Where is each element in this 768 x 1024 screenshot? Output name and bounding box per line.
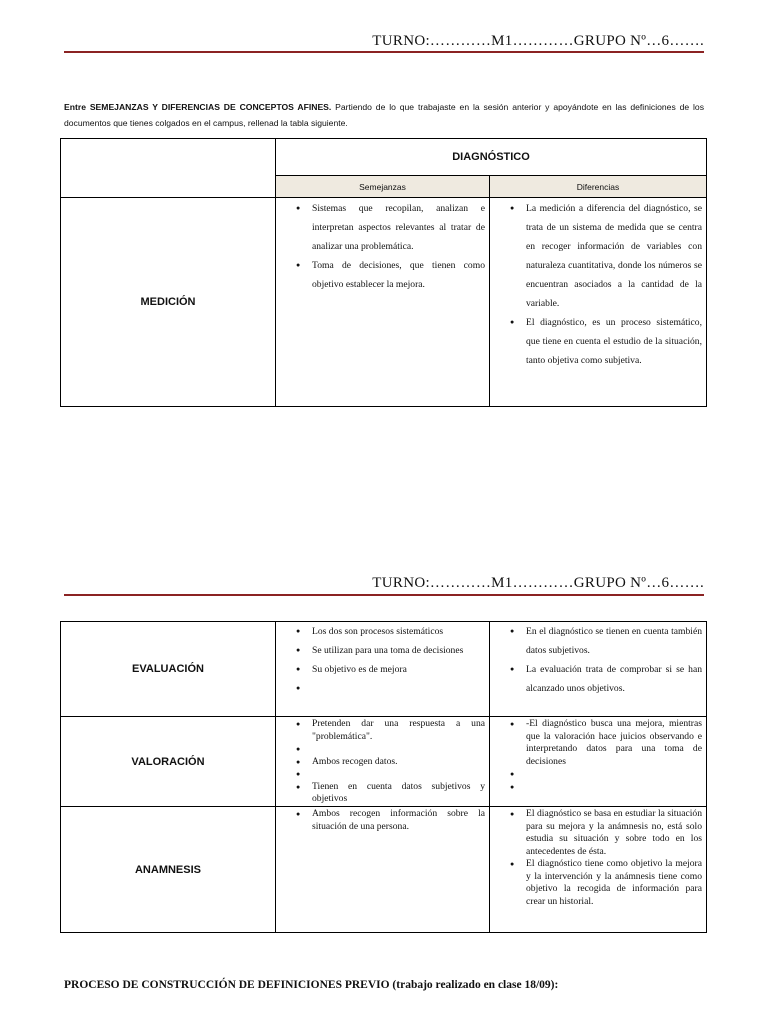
list-item: ● Ambos recogen datos.: [312, 756, 485, 769]
row-label-valoracion: VALORACIÓN: [61, 717, 276, 807]
list-item: ● Sistemas que recopilan, analizan e interpretan aspectos relevantes al tratar de analizar una problemática.: [312, 199, 485, 256]
diferencias-cell: [490, 198, 707, 407]
instructions-paragraph: [64, 99, 704, 131]
list-item: ● El diagnóstico, es un proceso sistemático, que tiene en cuenta el estudio de la situación, tanto objetiva como subjetiva.: [526, 313, 702, 370]
list-item-empty: [312, 679, 485, 698]
column-header-diferencias: Diferencias: [490, 176, 707, 198]
list-item: ● Su objetivo es de mejora: [312, 660, 485, 679]
semejanzas-cell: [276, 717, 490, 807]
list-item: ● La medición a diferencia del diagnóstico, se trata de un sistema de medida que se centra en recoger información de variables con naturaleza cuantitativa, donde los números se encuentran asociados a la cantidad de la variable.: [526, 199, 702, 313]
list-item: ● Ambos recogen información sobre la situación de una persona.: [312, 808, 485, 833]
list-item: ● Pretenden dar una respuesta a una "problemática".: [312, 718, 485, 743]
table-corner-cell: [61, 139, 276, 198]
semejanzas-cell: [276, 622, 490, 717]
page-header-turno-grupo: TURNO:…………M1…………GRUPO Nº…6…….: [372, 33, 704, 49]
comparison-table-2: [60, 621, 707, 933]
list-item-empty: [312, 768, 485, 781]
comparison-table-medicion: [60, 138, 707, 407]
instructions-text: Partiendo de lo que trabajaste en la sesión anterior y apoyándote en las definiciones de los documentos que tienes colgados en el campus, rellenad la tabla siguiente.: [64, 102, 704, 128]
list-item: ● La evaluación trata de comprobar si se han alcanzado unos objetivos.: [526, 660, 702, 698]
instructions-bold: Entre SEMEJANZAS Y DIFERENCIAS DE CONCEPTOS AFINES.: [64, 102, 332, 112]
diferencias-cell: [490, 622, 707, 717]
row-label-evaluacion: EVALUACIÓN: [61, 622, 276, 717]
list-item-empty: [526, 768, 702, 781]
page-header-turno-grupo-2: TURNO:…………M1…………GRUPO Nº…6…….: [372, 575, 704, 591]
list-item-empty: [526, 781, 702, 794]
header-divider: [64, 51, 704, 53]
list-item: ● Los dos son procesos sistemáticos: [312, 622, 485, 641]
list-item: ● -El diagnóstico busca una mejora, mientras que la valoración hace juicios observando e interpretando datos para una toma de decisiones: [526, 718, 702, 768]
section-title-proceso: PROCESO DE CONSTRUCCIÓN DE DEFINICIONES PREVIO (trabajo realizado en clase 18/09):: [64, 979, 559, 991]
list-item-empty: [312, 743, 485, 756]
table-title-diagnostico: DIAGNÓSTICO: [276, 139, 707, 176]
list-item: ● Tienen en cuenta datos subjetivos y objetivos: [312, 781, 485, 806]
row-label-anamnesis: ANAMNESIS: [61, 807, 276, 933]
diferencias-cell: [490, 717, 707, 807]
semejanzas-cell: [276, 807, 490, 933]
semejanzas-cell: [276, 198, 490, 407]
list-item: ● En el diagnóstico se tienen en cuenta también datos subjetivos.: [526, 622, 702, 660]
header-divider-2: [64, 594, 704, 596]
row-label-medicion: MEDICIÓN: [61, 198, 276, 407]
list-item: ● Toma de decisiones, que tienen como objetivo establecer la mejora.: [312, 256, 485, 294]
list-item: ● El diagnóstico se basa en estudiar la situación para su mejora y la anámnesis no, está solo estudia su situación y sobre todo en los antecedentes de ésta.: [526, 808, 702, 858]
diferencias-cell: [490, 807, 707, 933]
list-item: ● El diagnóstico tiene como objetivo la mejora y la intervención y la anámnesis tiene como objetivo la recogida de información para crear un historial.: [526, 858, 702, 908]
list-item: ● Se utilizan para una toma de decisiones: [312, 641, 485, 660]
column-header-semejanzas: Semejanzas: [276, 176, 490, 198]
